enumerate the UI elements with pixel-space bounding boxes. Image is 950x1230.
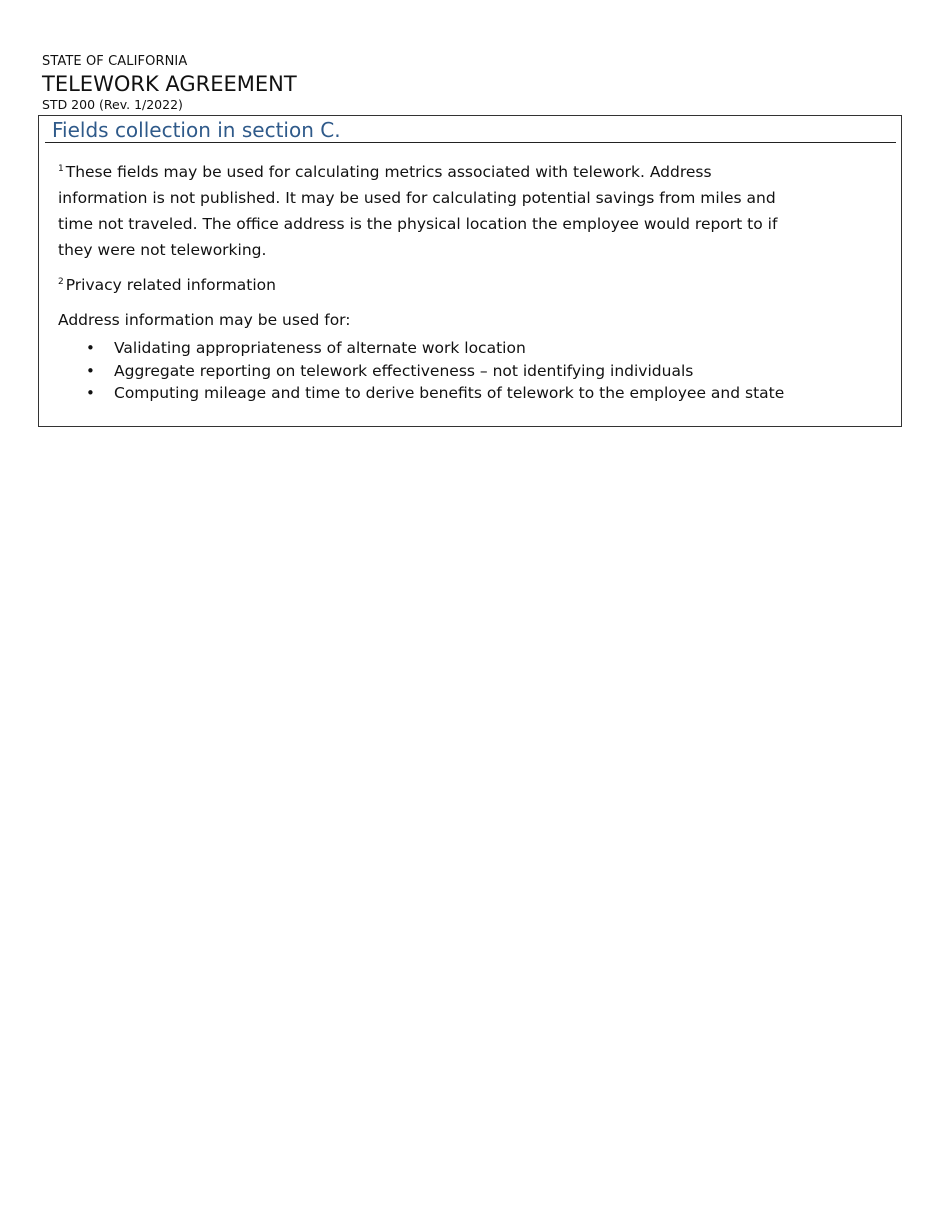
bullet-icon: • xyxy=(86,361,95,380)
list-item xyxy=(58,382,858,405)
list-item-text: Aggregate reporting on telework effectiveness – not identifying individuals xyxy=(114,361,694,380)
bullet-icon: • xyxy=(86,384,95,402)
footnote-1-marker: 1 xyxy=(58,164,64,174)
list-item xyxy=(58,360,858,383)
section-body xyxy=(58,159,785,405)
bullet-icon: • xyxy=(86,339,95,357)
section-box xyxy=(38,115,902,427)
page-header xyxy=(42,54,742,112)
footnote-1 xyxy=(58,159,778,263)
uses-list xyxy=(58,337,858,405)
form-number: STD 200 (Rev. 1/2022) xyxy=(42,97,183,112)
agency-name: STATE OF CALIFORNIA xyxy=(42,54,188,69)
list-item xyxy=(58,337,858,360)
form-title: TELEWORK AGREEMENT xyxy=(42,72,297,96)
section-heading: Fields collection in section C. xyxy=(52,118,341,142)
footnote-2 xyxy=(58,272,778,298)
list-item-text: Computing mileage and time to derive benefits of telework to the employee and state xyxy=(114,384,785,402)
footnote-1-text: These fields may be used for calculating metrics associated with telework. Address information is not published. It may be used for calculating potential savings from miles and time not traveled. The office address is the physical location the employee would report to if they were not teleworking. xyxy=(58,163,778,259)
uses-intro: Address information may be used for: xyxy=(58,311,351,329)
footnote-2-marker: 2 xyxy=(58,277,64,287)
footnote-2-text: Privacy related information xyxy=(65,276,276,294)
heading-rule xyxy=(45,142,896,143)
list-item-text: Validating appropriateness of alternate work location xyxy=(114,339,526,357)
